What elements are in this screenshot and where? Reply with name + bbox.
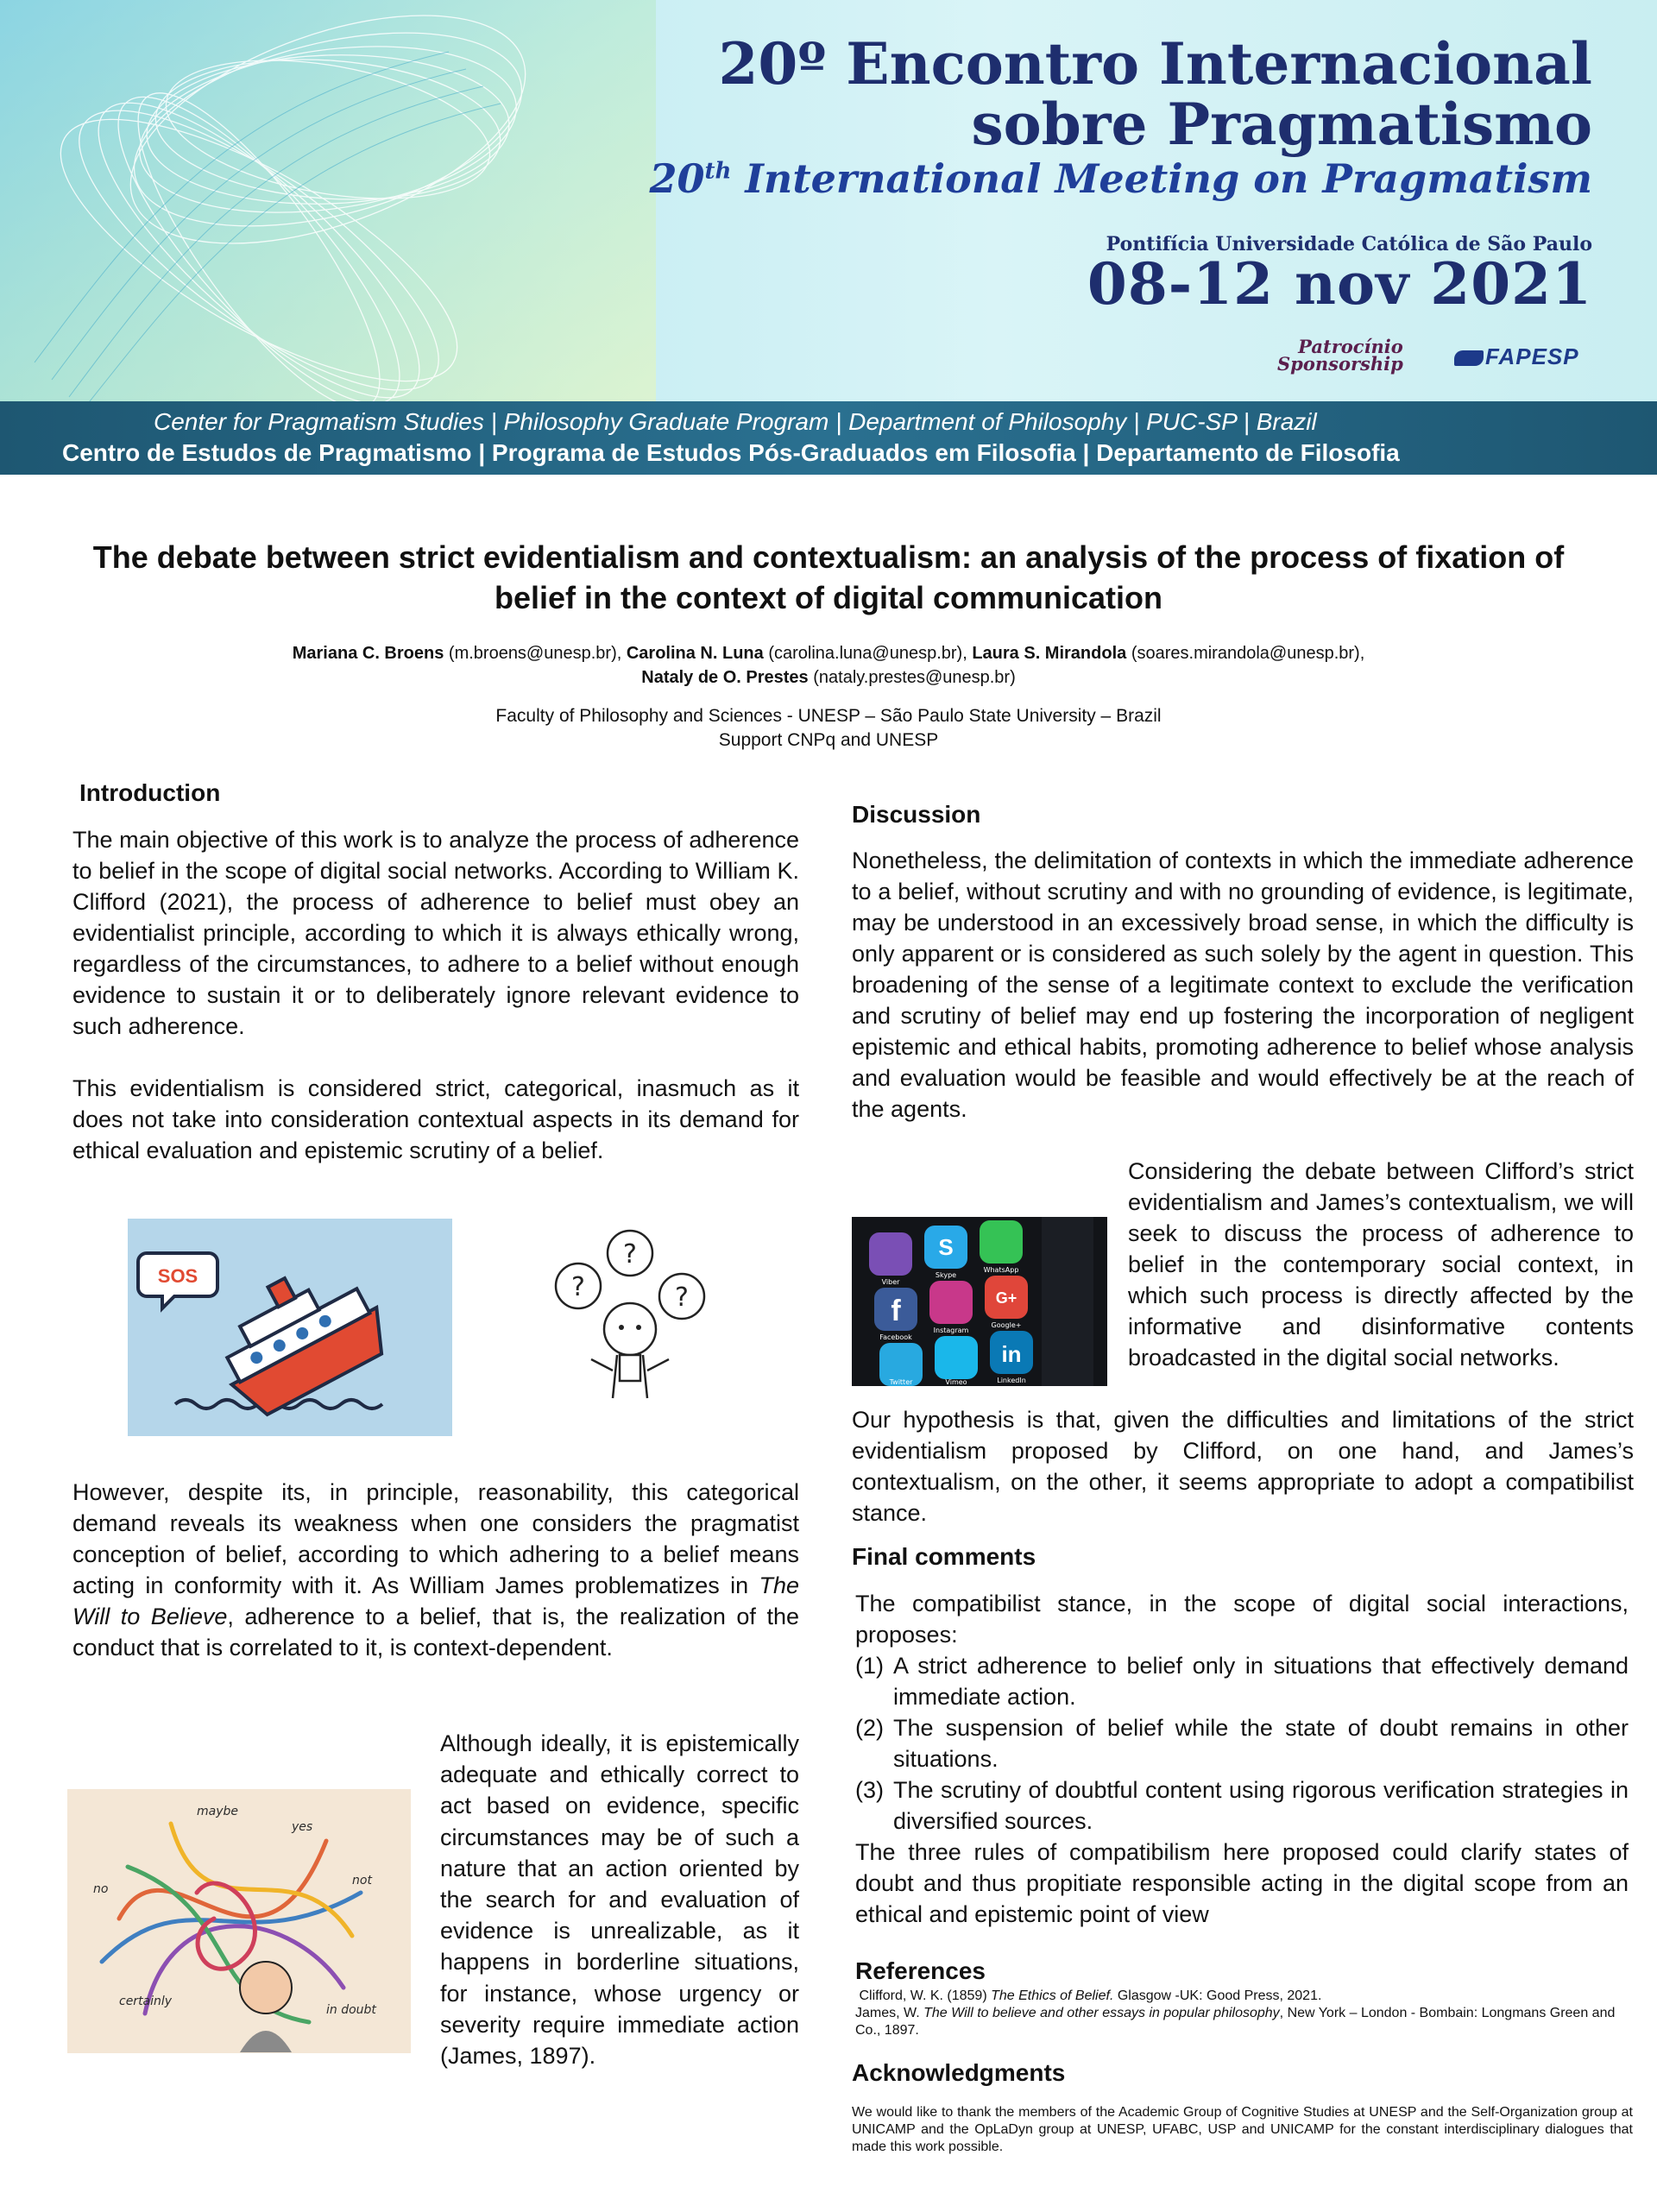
event-title-english: 20th International Meeting on Pragmatism — [649, 155, 1592, 202]
reference-item: Clifford, W. K. (1859) The Ethics of Belief. Glasgow -UK: Good Press, 2021. — [859, 1988, 1322, 2003]
question-marks-figure — [526, 1217, 734, 1415]
list-item: (2) The suspension of belief while the state of doubt remains in other situations. — [855, 1715, 1629, 1772]
svg-text:S: S — [938, 1234, 954, 1260]
final-comments-list — [855, 1650, 1629, 1837]
paper-title: The debate between strict evidentialism and contextualism: an analysis of the process of fixation of belief in the context of digital communication — [92, 539, 1565, 615]
svg-text:?: ? — [675, 1282, 689, 1313]
social-apps-image — [852, 1217, 1107, 1386]
svg-text:certainly: certainly — [119, 1995, 173, 2008]
final-comments-closing: The three rules of compatibilism here proposed could clarify states of doubt and thus propitiate responsible acting in the digital scope from an ethical and epistemic point of view — [855, 1839, 1629, 1927]
svg-text:Viber: Viber — [881, 1278, 900, 1286]
svg-text:in doubt: in doubt — [326, 2003, 376, 2017]
svg-text:?: ? — [623, 1239, 637, 1270]
discussion-heading: Discussion — [852, 801, 981, 828]
svg-text:yes: yes — [292, 1820, 313, 1834]
social-apps-grid — [852, 1217, 1107, 1386]
fapesp-mark-icon — [1454, 350, 1484, 366]
tangled-arrows-image — [67, 1789, 411, 2053]
fapesp-logo: FAPESP — [1454, 343, 1579, 370]
references-list — [855, 1988, 1632, 2039]
svg-text:WhatsApp: WhatsApp — [983, 1266, 1019, 1274]
svg-text:maybe: maybe — [197, 1805, 239, 1818]
organizers-english: Center for Pragmatism Studies | Philosophy Graduate Program | Department of Philosophy | PUC-SP | Brazil — [154, 408, 1317, 435]
list-item: (3) The scrutiny of doubtful content using rigorous verification strategies in diversified sources. — [855, 1777, 1629, 1834]
organizers-strip — [0, 401, 1657, 475]
author-list: Mariana C. Broens (m.broens@unesp.br), Carolina N. Luna (carolina.luna@unesp.br), Laura S. Mirandola (soares.mirandola@unesp.br), Nataly de O. Prestes (nataly.prestes@unesp.br) — [292, 644, 1365, 687]
discussion-paragraph-1: Nonetheless, the delimitation of contexts in which the immediate adherence to a belief, without scrutiny and with no grounding of evidence, is legitimate, may be understood in an excessively broad sense, in which the difficulty is only apparent or is considered as such solely by the agent in question. This broadening of the sense of a legitimate context to exclude the verification and scrutiny of belief may end up fostering the incorporation of negligent epistemic and ethical habits, promoting adherence to belief whose analysis and evaluation would be feasible and would effectively be at the reach of the agents. — [852, 848, 1634, 1122]
list-item: (1) A strict adherence to belief only in situations that effectively demand immediate action. — [855, 1653, 1629, 1710]
acknowledgments-heading: Acknowledgments — [852, 2059, 1066, 2086]
doubt-figure-image — [526, 1217, 734, 1415]
sos-label: SOS — [157, 1265, 198, 1287]
svg-text:Twitter: Twitter — [889, 1378, 913, 1386]
svg-text:Vimeo: Vimeo — [945, 1378, 967, 1386]
introduction-paragraph-2: This evidentialism is considered strict, categorical, inasmuch as it does not take into consideration contextual aspects in its demand for ethical evaluation and epistemic scrutiny of a belief. — [72, 1075, 799, 1163]
event-title-line1: 20º Encontro Internacional — [718, 30, 1592, 98]
introduction-paragraph-3: However, despite its, in principle, reasonability, this categorical demand reveals its weakness when one considers the pragmatist conception of belief, according to which adhering to a belief means acting in conformity with it. As William James problematizes in The Will to Believe, adherence to a belief, that is, the realization of the conduct that is correlated to it, is context-dependent. — [72, 1479, 799, 1661]
affiliation: Faculty of Philosophy and Sciences - UNESP – São Paulo State University – Brazil Support CNPq and UNESP — [495, 706, 1162, 750]
organizers-portuguese: Centro de Estudos de Pragmatismo | Programa de Estudos Pós-Graduados em Filosofia | Departamento de Filosofia — [62, 439, 1400, 466]
references-heading: References — [855, 1957, 986, 1984]
svg-text:in: in — [1001, 1341, 1022, 1367]
svg-text:no: no — [93, 1882, 109, 1896]
spirograph-artwork — [0, 0, 656, 401]
event-banner — [0, 0, 1657, 401]
svg-text:LinkedIn: LinkedIn — [997, 1377, 1026, 1384]
svg-text:?: ? — [571, 1272, 585, 1302]
discussion-paragraph-2: Considering the debate between Clifford’s strict evidentialism and James’s contextualism, we will seek to discuss the process of adherence to belief in the contemporary social context, in which such process is directly affected by the informative and disinformative contents broadcasted in the digital social networks. — [1128, 1158, 1634, 1371]
sinking-ship-image — [128, 1219, 452, 1436]
svg-text:G+: G+ — [995, 1289, 1018, 1307]
svg-text:Google+: Google+ — [991, 1321, 1022, 1329]
acknowledgments-text: We would like to thank the members of the Academic Group of Cognitive Studies at UNESP and the Self-Organization group at UNICAMP and the OpLaDyn group at UNESP, UFABC, USP and UNICAMP for the constant interdisciplinary dialogues that made this work possible. — [852, 2105, 1633, 2154]
event-dates: 08-12 nov 2021 — [1087, 250, 1592, 318]
svg-text:not: not — [352, 1874, 372, 1887]
introduction-paragraph-4: Although ideally, it is epistemically adequate and ethically correct to act based on evidence, specific circumstances may be of such a nature that an action oriented by the search for and evaluation of evidence is unrealizable, as it happens in borderline situations, for instance, whose urgency or severity require immediate action (James, 1897). — [440, 1730, 799, 2070]
final-comments-intro: The compatibilist stance, in the scope of digital social interactions, proposes: — [855, 1591, 1629, 1648]
svg-text:Facebook: Facebook — [879, 1333, 912, 1341]
event-title-line2: sobre Pragmatismo — [971, 91, 1592, 158]
discussion-paragraph-3: Our hypothesis is that, given the difficulties and limitations of the strict evidentialism proposed by Clifford, on one hand, and James’s contextualism, on the other, it seems appropriate to adopt a compatibilist stance. — [852, 1407, 1634, 1526]
introduction-heading: Introduction — [79, 779, 221, 806]
reference-item: James, W. The Will to believe and other essays in popular philosophy, New York – London - Bombain: Longmans Green and Co., 1897. — [855, 2006, 1616, 2038]
tangled-arrows-illustration — [67, 1789, 411, 2053]
sinking-ship-illustration — [128, 1219, 452, 1436]
event-university: Pontifícia Universidade Católica de São Paulo — [1106, 233, 1592, 255]
sponsorship-label: Patrocínio Sponsorship — [1277, 336, 1403, 375]
final-comments-heading: Final comments — [852, 1543, 1036, 1570]
svg-text:Instagram: Instagram — [933, 1327, 969, 1334]
svg-text:f: f — [891, 1295, 901, 1327]
svg-text:Skype: Skype — [935, 1271, 957, 1279]
introduction-paragraph-1: The main objective of this work is to analyze the process of adherence to belief in the scope of digital social networks. According to William K. Clifford (2021), the process of adherence to belief must obey an evidentialist principle, according to which it is always ethically wrong, regardless of the circumstances, to adhere to a belief without enough evidence to sustain it or to deliberately ignore relevant evidence to such adherence. — [72, 827, 799, 1039]
